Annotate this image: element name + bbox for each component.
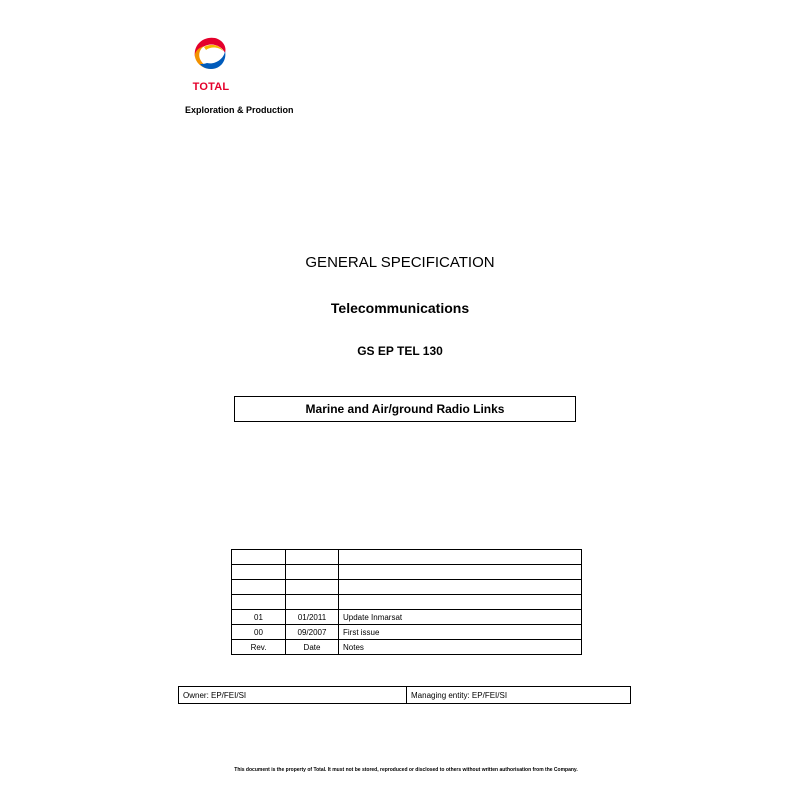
revision-date-cell: 01/2011 — [286, 610, 339, 625]
revision-row — [232, 550, 582, 565]
revision-number-cell — [232, 550, 286, 565]
document-title: Marine and Air/ground Radio Links — [305, 402, 505, 416]
revision-table — [231, 549, 582, 655]
document-subject: Telecommunications — [330, 300, 470, 316]
ownership-row — [179, 687, 631, 704]
revision-notes-cell: First issue — [339, 625, 582, 640]
company-logo — [189, 33, 233, 93]
revision-number-cell: 01 — [232, 610, 286, 625]
revision-number-cell: 00 — [232, 625, 286, 640]
company-name: TOTAL — [192, 81, 230, 93]
revision-row — [232, 565, 582, 580]
revision-row — [232, 595, 582, 610]
revision-header-notes: Notes — [339, 640, 582, 655]
revision-notes-cell: Update Inmarsat — [339, 610, 582, 625]
revision-header-row — [232, 640, 582, 655]
document-title-box — [234, 396, 576, 422]
document-number: GS EP TEL 130 — [357, 344, 443, 358]
managing-entity-cell: Managing entity: EP/FEI/SI — [407, 687, 631, 704]
owner-cell: Owner: EP/FEI/SI — [179, 687, 407, 704]
total-logo-icon — [189, 33, 233, 81]
revision-row — [232, 625, 582, 640]
revision-header-rev: Rev. — [232, 640, 286, 655]
ownership-table — [178, 686, 631, 704]
revision-notes-cell — [339, 565, 582, 580]
confidentiality-notice: This document is the property of Total. It must not be stored, reproduced or disclosed to others without written authorisation from the Company. — [234, 767, 578, 773]
revision-number-cell — [232, 595, 286, 610]
revision-date-cell — [286, 550, 339, 565]
revision-row — [232, 610, 582, 625]
revision-number-cell — [232, 580, 286, 595]
document-type: GENERAL SPECIFICATION — [305, 254, 495, 271]
revision-date-cell — [286, 580, 339, 595]
revision-date-cell — [286, 595, 339, 610]
revision-notes-cell — [339, 550, 582, 565]
revision-number-cell — [232, 565, 286, 580]
revision-notes-cell — [339, 595, 582, 610]
division-label: Exploration & Production — [185, 105, 294, 115]
revision-date-cell: 09/2007 — [286, 625, 339, 640]
revision-date-cell — [286, 565, 339, 580]
revision-row — [232, 580, 582, 595]
revision-notes-cell — [339, 580, 582, 595]
revision-header-date: Date — [286, 640, 339, 655]
